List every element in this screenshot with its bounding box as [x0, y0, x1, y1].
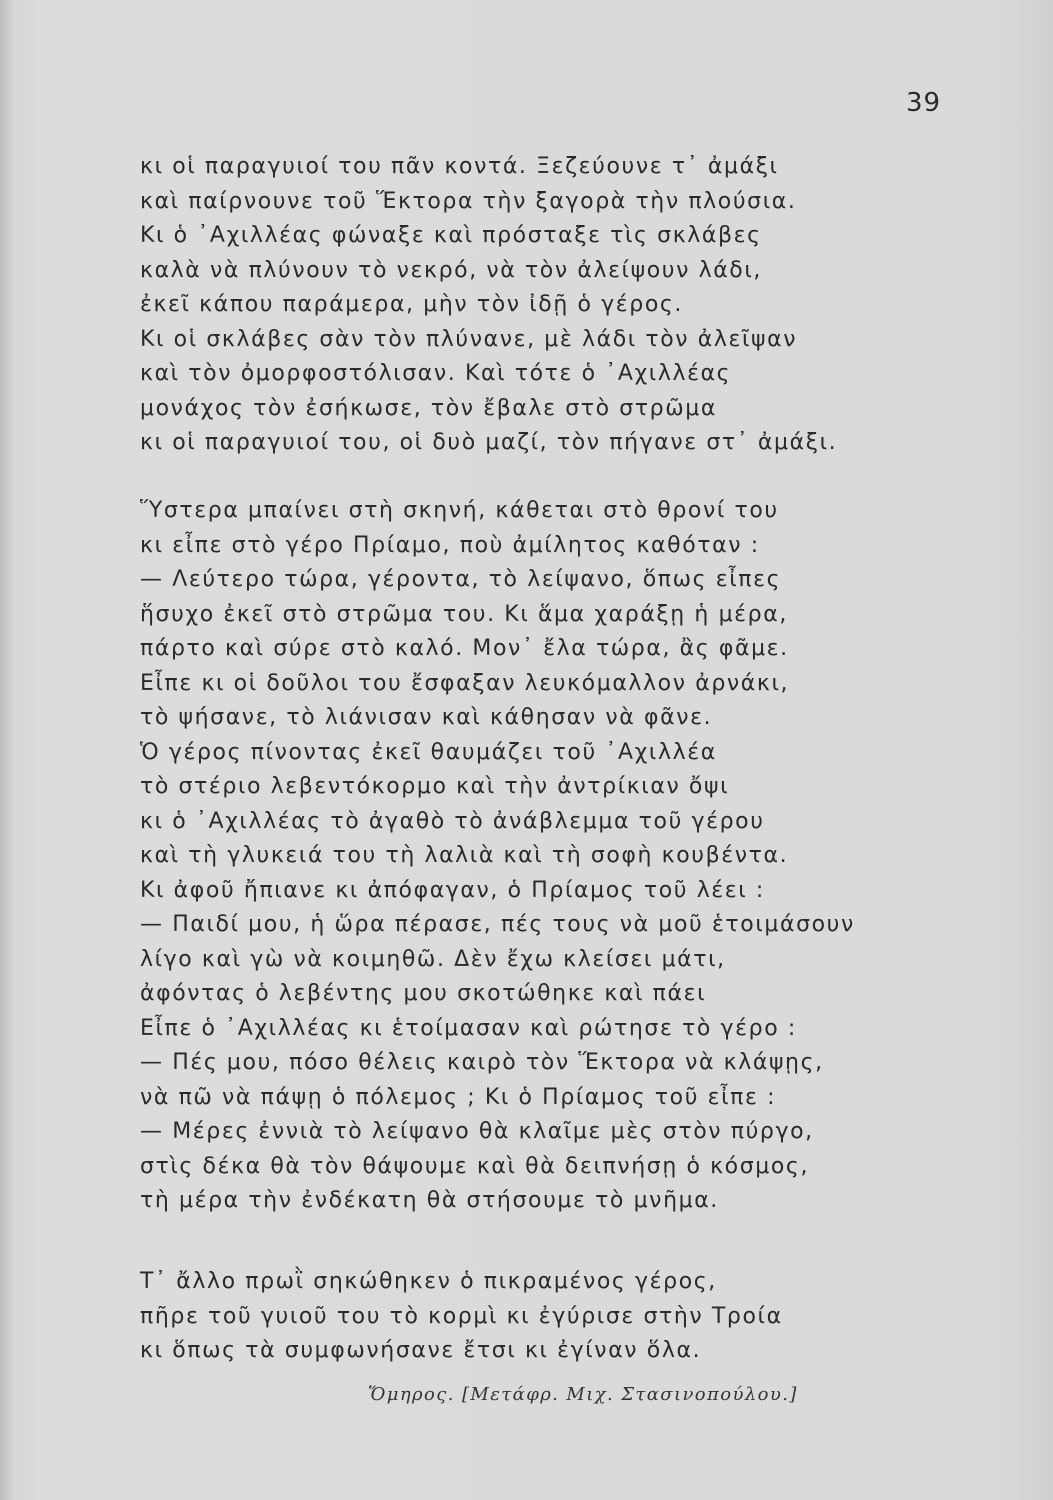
- text-line: κι εἶπε στὸ γέρο Πρίαμο, ποὺ ἀμίλητος καθόταν :: [140, 532, 760, 558]
- text-line: τὴ μέρα τὴν ἐνδέκατη θὰ στήσουμε τὸ μνῆμα.: [140, 1188, 719, 1213]
- text-line: κι ὁ ᾽Αχιλλέας τὸ ἀγαθὸ τὸ ἀνάβλεμμα τοῦ γέρου: [140, 808, 765, 834]
- text-line: μονάχος τὸν ἐσήκωσε, τὸν ἔβαλε στὸ στρῶμα: [140, 395, 717, 421]
- attribution: Ὅμηρος. [Μετάφρ. Μιχ. Στασινοπούλου.]: [368, 1384, 798, 1405]
- text-line: ἀφόντας ὁ λεβέντης μου σκοτώθηκε καὶ πάει: [140, 981, 707, 1006]
- text-line: λίγο καὶ γὼ νὰ κοιμηθῶ. Δὲν ἔχω κλείσει μάτι,: [140, 946, 726, 972]
- text-line: ἐκεῖ κάπου παράμερα, μὴν τὸν ἰδῇ ὁ γέρος.: [140, 292, 683, 317]
- text-line: στὶς δέκα θὰ τὸν θάψουμε καὶ θὰ δειπνήσῃ ὁ κόσμος,: [140, 1153, 810, 1179]
- text-line: κι ὅπως τὰ συμφωνήσανε ἔτσι κι ἐγίναν ὅλα.: [140, 1338, 702, 1363]
- text-line: — Μέρες ἐννιὰ τὸ λείψανο θὰ κλαῖμε μὲς στὸν πύργο,: [140, 1119, 814, 1144]
- text-line: καὶ παίρνουνε τοῦ Ἕκτορα τὴν ξαγορὰ τὴν πλούσια.: [140, 188, 797, 214]
- text-line: καλὰ νὰ πλύνουν τὸ νεκρό, νὰ τὸν ἀλείψουν λάδι,: [140, 257, 763, 283]
- text-line: Κι ὁ ᾽Αχιλλέας φώναξε καὶ πρόσταξε τὶς σκλάβες: [140, 223, 762, 248]
- paragraph-1: [140, 150, 940, 461]
- text-line: Ὕστερα μπαίνει στὴ σκηνή, κάθεται στὸ θρονί του: [140, 498, 779, 523]
- text-line: — Λεύτερο τώρα, γέροντα, τὸ λείψανο, ὅπως εἶπες: [140, 567, 782, 592]
- text-line: Κι ἀφοῦ ἤπιανε κι ἀπόφαγαν, ὁ Πρίαμος τοῦ λέει :: [140, 877, 765, 903]
- text-line: καὶ τὴ γλυκειά του τὴ λαλιὰ καὶ τὴ σοφὴ κουβέντα.: [140, 843, 789, 868]
- text-line: Κι οἱ σκλάβες σὰν τὸν πλύνανε, μὲ λάδι τὸν ἀλεῖψαν: [140, 326, 798, 352]
- text-line: νὰ πῶ νὰ πάψῃ ὁ πόλεμος ; Κι ὁ Πρίαμος τοῦ εἶπε :: [140, 1084, 777, 1110]
- text-line: πῆρε τοῦ γυιοῦ του τὸ κορμὶ κι ἐγύρισε στὴν Τροία: [140, 1303, 783, 1329]
- text-line: — Πές μου, πόσο θέλεις καιρὸ τὸν Ἕκτορα νὰ κλάψῃς,: [140, 1050, 824, 1075]
- text-line: Εἶπε ὁ ᾽Αχιλλέας κι ἑτοίμασαν καὶ ρώτησε τὸ γέρο :: [140, 1015, 797, 1041]
- text-line: Τ᾽ ἄλλο πρωῒ σηκώθηκεν ὁ πικραμένος γέρος,: [140, 1269, 717, 1294]
- text-line: Ὁ γέρος πίνοντας ἐκεῖ θαυμάζει τοῦ ᾽Αχιλλέα: [140, 739, 717, 765]
- text-line: ἥσυχο ἐκεῖ στὸ στρῶμα του. Κι ἅμα χαράξῃ ἡ μέρα,: [140, 601, 788, 627]
- text-line: — Παιδί μου, ἡ ὥρα πέρασε, πές τους νὰ μοῦ ἑτοιμάσουν: [140, 912, 855, 937]
- text-line: κι οἱ παραγυιοί του, οἱ δυὸ μαζί, τὸν πήγανε στ᾽ ἀμάξι.: [140, 430, 838, 455]
- text-line: κι οἱ παραγυιοί του πᾶν κοντά. Ξεζεύουνε τ᾽ ἀμάξι: [140, 154, 779, 179]
- page-number: 39: [906, 88, 942, 118]
- paragraph-2: [140, 494, 940, 1219]
- text-line: τὸ ψήσανε, τὸ λιάνισαν καὶ κάθησαν νὰ φᾶνε.: [140, 705, 713, 730]
- text-line: καὶ τὸν ὀμορφοστόλισαν. Καὶ τότε ὁ ᾽Αχιλλέας: [140, 361, 732, 386]
- text-line: πάρτο καὶ σύρε στὸ καλό. Μον᾽ ἔλα τώρα, ἂς φᾶμε.: [140, 636, 789, 661]
- paragraph-3: [140, 1265, 940, 1369]
- text-line: Εἶπε κι οἱ δοῦλοι του ἔσφαξαν λευκόμαλλον ἀρνάκι,: [140, 670, 790, 696]
- text-line: τὸ στέριο λεβεντόκορμο καὶ τὴν ἀντρίκιαν ὄψι: [140, 774, 730, 799]
